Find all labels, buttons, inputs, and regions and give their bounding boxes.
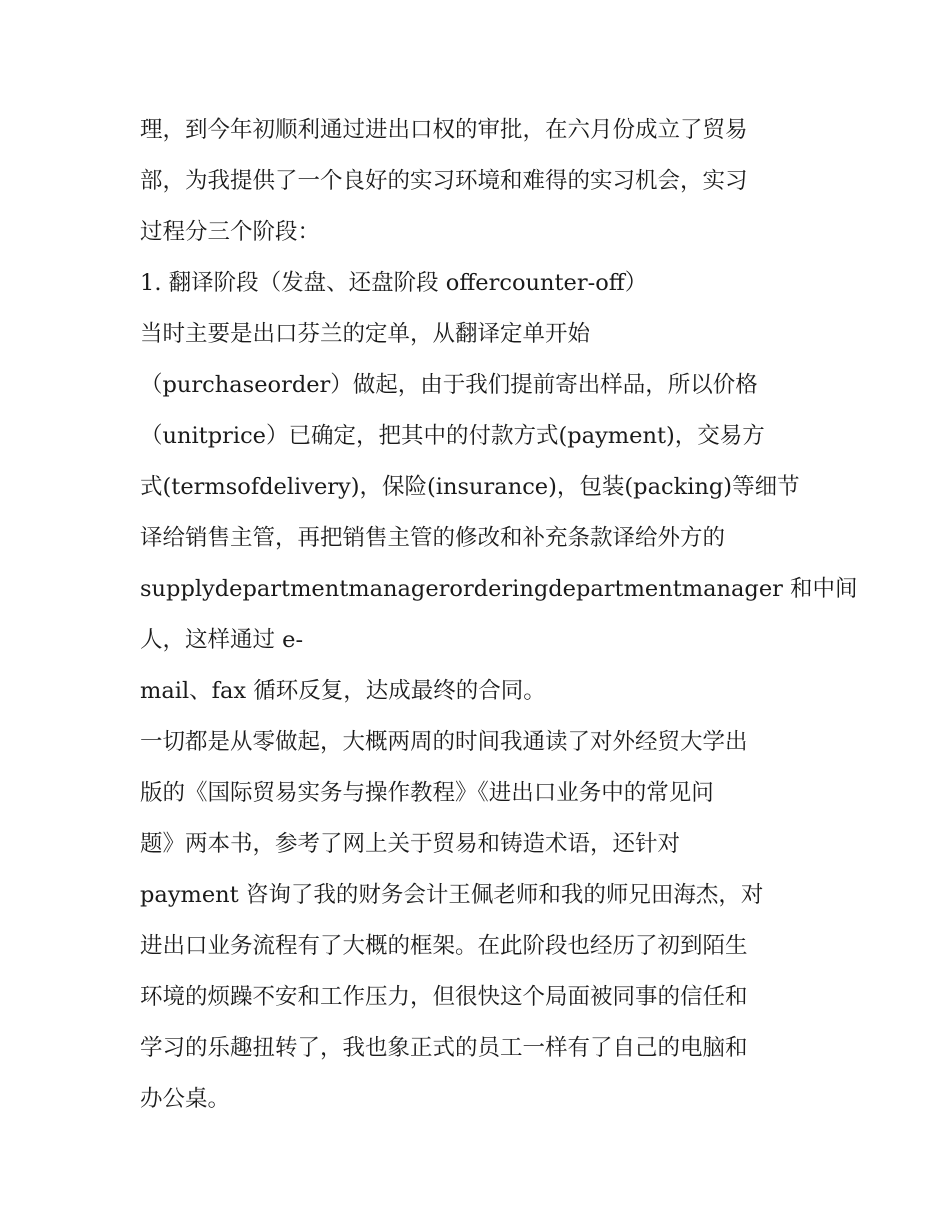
text-line: mail、fax 循环反复，达成最终的合同。	[140, 678, 546, 704]
text-line: 学习的乐趣扭转了，我也象正式的员工一样有了自己的电脑和	[140, 1035, 748, 1061]
text-line: 部，为我提供了一个良好的实习环境和难得的实习机会，实习	[140, 168, 748, 194]
body-text	[140, 105, 858, 1125]
text-line: supplydepartmentmanagerorderingdepartmentmanager 和中间	[140, 576, 858, 602]
text-line: 理，到今年初顺利通过进出口权的审批，在六月份成立了贸易	[140, 117, 748, 143]
text-line: 办公桌。	[140, 1086, 231, 1112]
text-line: 环境的烦躁不安和工作压力，但很快这个局面被同事的信任和	[140, 984, 748, 1010]
text-line: （purchaseorder）做起，由于我们提前寄出样品，所以价格	[140, 372, 758, 398]
text-line: 一切都是从零做起，大概两周的时间我通读了对外经贸大学出	[140, 729, 748, 755]
text-line: 人，这样通过 e-	[140, 627, 304, 653]
text-line: 版的《国际贸易实务与操作教程》《进出口业务中的常见问	[140, 780, 714, 806]
text-line: 题》两本书，参考了网上关于贸易和铸造术语，还针对	[140, 831, 681, 857]
text-line: 进出口业务流程有了大概的框架。在此阶段也经历了初到陌生	[140, 933, 748, 959]
text-line: 式(termsofdelivery)，保险(insurance)，包装(packing)等细节	[140, 474, 800, 500]
text-line: （unitprice）已确定，把其中的付款方式(payment)，交易方	[140, 423, 765, 449]
text-line: 译给销售主管，再把销售主管的修改和补充条款译给外方的	[140, 525, 726, 551]
text-line: 过程分三个阶段：	[140, 219, 321, 245]
text-line: payment 咨询了我的财务会计王佩老师和我的师兄田海杰，对	[140, 882, 764, 908]
text-line: 当时主要是出口芬兰的定单，从翻译定单开始	[140, 321, 591, 347]
section-heading: 1. 翻译阶段（发盘、还盘阶段 offercounter-off）	[140, 270, 648, 296]
